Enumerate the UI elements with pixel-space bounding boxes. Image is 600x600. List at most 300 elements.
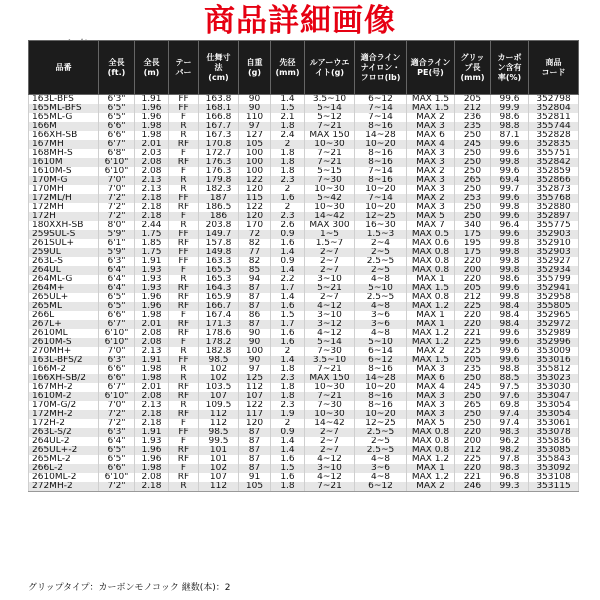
spec-cell: 1.8 [271,167,305,176]
spec-cell: 1.91 [135,257,169,266]
spec-cell: 4~8 [355,473,407,482]
spec-cell: 10~20 [355,410,407,419]
spec-cell: 1.85 [135,239,169,248]
spec-cell: 171.3 [199,320,239,329]
spec-cell: 353054 [529,410,579,419]
table-row [29,239,579,248]
spec-cell: 6'3" [99,95,135,105]
spec-cell: 2.13 [135,401,169,410]
model-number-cell: 264UL-2 [29,437,99,446]
spec-cell: 82 [239,239,271,248]
spec-cell: 176.3 [199,158,239,167]
model-number-cell: 170M-G/2 [29,401,99,410]
spec-cell: 98.4 [491,311,529,320]
spec-cell: 245 [455,140,491,149]
spec-cell: 353108 [529,473,579,482]
spec-cell: 2.18 [135,419,169,428]
spec-cell: 85 [239,266,271,275]
table-row [29,221,579,230]
spec-cell: 250 [455,203,491,212]
spec-cell: 99.8 [491,257,529,266]
spec-cell: 6~12 [355,482,407,492]
spec-cell: 105 [239,482,271,492]
column-header: ルアーウエ イト(g) [305,41,355,95]
spec-cell: RF [169,392,199,401]
spec-cell: 166.7 [199,302,239,311]
table-row [29,149,579,158]
spec-cell: 1.93 [135,275,169,284]
spec-cell: 3~6 [355,311,407,320]
spec-cell: R [169,221,199,230]
spec-cell: 10~30 [305,383,355,392]
column-header: 全長 (ft.) [99,41,135,95]
spec-cell: 1.96 [135,302,169,311]
spec-cell: 77 [239,248,271,257]
table-body [29,95,579,492]
spec-cell: 6~12 [355,95,407,105]
spec-cell: 0.9 [271,257,305,266]
spec-cell: RF [169,446,199,455]
spec-cell: 175 [455,230,491,239]
table-row [29,194,579,203]
model-number-cell: 165ML-BFS [29,104,99,113]
spec-cell: 212 [455,446,491,455]
spec-cell: 4~8 [355,455,407,464]
spec-cell: 2.13 [135,347,169,356]
spec-cell: 115 [239,194,271,203]
spec-cell: 5~10 [355,338,407,347]
spec-cell: MAX 1.5 [407,356,455,365]
spec-cell: 1.4 [271,437,305,446]
spec-cell: 120 [239,185,271,194]
spec-cell: 14~42 [305,212,355,221]
spec-cell: 2~7 [305,446,355,455]
spec-cell: 212 [455,104,491,113]
model-number-cell: 272MH-2 [29,482,99,492]
spec-cell: 2 [271,419,305,428]
spec-cell: 2.3 [271,401,305,410]
spec-cell: 250 [455,149,491,158]
spec-cell: 1.7 [271,320,305,329]
spec-cell: 2.18 [135,194,169,203]
spec-cell: 7~30 [305,347,355,356]
spec-cell: 2.1 [271,113,305,122]
spec-cell: 1.4 [271,248,305,257]
spec-cell: 10~30 [305,203,355,212]
spec-cell: 10~30 [305,185,355,194]
spec-cell: 353054 [529,401,579,410]
spec-cell: 220 [455,428,491,437]
spec-cell: 3~10 [305,275,355,284]
spec-cell: 2.18 [135,482,169,492]
column-header: 全長 (m) [135,41,169,95]
spec-cell: 1.8 [271,383,305,392]
column-header: テー パー [169,41,199,95]
spec-cell: 6'10" [99,473,135,482]
spec-cell: 16~30 [355,221,407,230]
spec-cell: 112 [239,383,271,392]
spec-cell: 0.9 [271,230,305,239]
spec-cell: MAX 0.5 [407,230,455,239]
spec-cell: 250 [455,410,491,419]
spec-cell: R [169,482,199,492]
spec-cell: 4~12 [305,455,355,464]
spec-cell: 98.6 [491,113,529,122]
spec-cell: 87 [239,446,271,455]
spec-cell: 99.8 [491,203,529,212]
spec-cell: 1.75 [135,230,169,239]
spec-cell: 2.08 [135,167,169,176]
spec-cell: 352989 [529,329,579,338]
spec-cell: 353009 [529,347,579,356]
table-row [29,392,579,401]
spec-cell: 250 [455,131,491,140]
spec-cell: 97.4 [491,410,529,419]
spec-cell: 250 [455,374,491,383]
spec-cell: 2 [271,185,305,194]
spec-cell: 2.3 [271,176,305,185]
spec-cell: 87 [239,437,271,446]
spec-cell: 1.4 [271,293,305,302]
table-row [29,347,579,356]
model-number-cell: 172MH-2 [29,410,99,419]
spec-cell: 6'6" [99,464,135,473]
spec-cell: 6'7" [99,140,135,149]
spec-cell: 2 [271,347,305,356]
spec-cell: 127 [239,131,271,140]
spec-cell: 4~12 [305,329,355,338]
spec-cell: 6'6" [99,374,135,383]
spec-cell: 225 [455,455,491,464]
spec-cell: 352859 [529,167,579,176]
spec-cell: 99.6 [491,167,529,176]
model-number-cell: 163L-BFS [29,95,99,105]
table-row [29,131,579,140]
spec-cell: 355836 [529,437,579,446]
spec-cell: 1.5~3 [355,230,407,239]
spec-cell: 157.8 [199,239,239,248]
spec-cell: 2.08 [135,473,169,482]
spec-cell: 1.75 [135,248,169,257]
spec-cell: 352873 [529,185,579,194]
spec-cell: 1.98 [135,464,169,473]
spec-cell: 1.93 [135,266,169,275]
spec-cell: 110 [239,113,271,122]
spec-cell: 98.6 [491,275,529,284]
spec-cell: 96.8 [491,473,529,482]
spec-cell: 109.5 [199,401,239,410]
spec-cell: 353092 [529,464,579,473]
spec-cell: 6'8" [99,149,135,158]
spec-cell: 265 [455,401,491,410]
spec-cell: 352934 [529,266,579,275]
spec-cell: 97.6 [491,392,529,401]
spec-cell: 100 [239,167,271,176]
spec-cell: 168.1 [199,104,239,113]
spec-cell: 107 [199,473,239,482]
model-number-cell: 267L+ [29,320,99,329]
spec-cell: 10~30 [305,410,355,419]
table-row [29,266,579,275]
spec-cell: 7~14 [355,167,407,176]
spec-cell: 2.08 [135,338,169,347]
spec-cell: 3.5~10 [305,95,355,105]
spec-cell: 1.98 [135,122,169,131]
spec-cell: 2.5~5 [355,428,407,437]
spec-cell: 122 [239,203,271,212]
spec-cell: 3~10 [305,311,355,320]
spec-cell: 69.4 [491,176,529,185]
spec-cell: 353030 [529,383,579,392]
table-header-row [29,41,579,95]
spec-cell: 2.5~5 [355,446,407,455]
spec-cell: 7'0" [99,347,135,356]
spec-cell: 8~16 [355,176,407,185]
spec-cell: 8~16 [355,158,407,167]
spec-cell: 6'5" [99,302,135,311]
spec-cell: 355744 [529,122,579,131]
spec-cell: MAX 3 [407,158,455,167]
table-row [29,401,579,410]
spec-cell: 6'5" [99,455,135,464]
spec-cell: 6'10" [99,167,135,176]
spec-cell: 90 [239,104,271,113]
spec-cell: 165.9 [199,293,239,302]
spec-cell: 4~12 [305,473,355,482]
spec-cell: 200 [455,437,491,446]
spec-cell: MAX 1.5 [407,284,455,293]
table-row [29,122,579,131]
spec-cell: 3~10 [305,464,355,473]
spec-cell: 175 [455,248,491,257]
page-banner-title: 商品詳細画像 [204,3,396,39]
spec-cell: 7'2" [99,194,135,203]
spec-cell: 1.6 [271,239,305,248]
spec-cell: 6'3" [99,356,135,365]
spec-cell: 91 [239,473,271,482]
spec-cell: 1.6 [271,338,305,347]
spec-cell: 7'2" [99,203,135,212]
spec-cell: MAX 3 [407,392,455,401]
spec-cell: MAX 2 [407,347,455,356]
spec-cell: 186 [199,212,239,221]
spec-cell: MAX 7 [407,221,455,230]
spec-cell: 2~5 [355,437,407,446]
spec-cell: 101 [199,446,239,455]
spec-cell: 220 [455,464,491,473]
table-row [29,428,579,437]
spec-cell: 2.08 [135,392,169,401]
spec-cell: 98.4 [491,302,529,311]
spec-cell: 98.8 [491,365,529,374]
spec-cell: MAX 1.2 [407,329,455,338]
column-header: 商品 コード [529,41,579,95]
spec-cell: 2 [271,203,305,212]
spec-cell: 1.8 [271,392,305,401]
spec-cell: 221 [455,329,491,338]
spec-cell: 1~5 [305,230,355,239]
spec-cell: MAX 5 [407,212,455,221]
spec-cell: RF [169,203,199,212]
spec-cell: MAX 2 [407,113,455,122]
spec-cell: 352897 [529,212,579,221]
spec-cell: 103.5 [199,383,239,392]
footer-note: グリップタイプ：カーボンモノコック 継数(本)：2 [28,583,231,593]
model-number-cell: 263L-S [29,257,99,266]
spec-cell: MAX 4 [407,140,455,149]
spec-cell: 88.5 [491,374,529,383]
spec-cell: 99.6 [491,149,529,158]
spec-cell: 10~20 [355,383,407,392]
spec-cell: 235 [455,122,491,131]
table-row [29,338,579,347]
spec-cell: 225 [455,347,491,356]
spec-cell: 0.9 [271,428,305,437]
spec-cell: 352828 [529,131,579,140]
spec-cell: 100 [239,149,271,158]
spec-cell: 225 [455,302,491,311]
spec-cell: 1.93 [135,284,169,293]
spec-cell: 90 [239,338,271,347]
spec-cell: 105 [239,140,271,149]
spec-cell: 1.6 [271,473,305,482]
spec-cell: 355799 [529,275,579,284]
table-row [29,275,579,284]
spec-cell: 253 [455,194,491,203]
table-row [29,320,579,329]
spec-cell: F [169,338,199,347]
spec-cell: 6'4" [99,266,135,275]
spec-cell: 120 [239,419,271,428]
table-row [29,437,579,446]
column-header: 適合ライン ナイロン・ フロロ(lb) [355,41,407,95]
spec-cell: 87.1 [491,131,529,140]
table-row [29,482,579,492]
spec-table [28,40,579,492]
spec-cell: MAX 1 [407,464,455,473]
spec-cell: 10~20 [355,203,407,212]
spec-cell: 99.8 [491,248,529,257]
spec-cell: MAX 2 [407,482,455,492]
spec-cell: 6'6" [99,131,135,140]
spec-cell: 7'0" [99,185,135,194]
spec-cell: 2~5 [355,266,407,275]
spec-cell: 7~21 [305,365,355,374]
model-number-cell: 266L [29,311,99,320]
spec-cell: 14~28 [355,131,407,140]
table-row [29,104,579,113]
spec-cell: RF [169,302,199,311]
spec-cell: 1.8 [271,158,305,167]
table-row [29,167,579,176]
spec-cell: 97 [239,122,271,131]
model-number-cell: 264ML-G [29,275,99,284]
spec-cell: 246 [455,482,491,492]
spec-cell: R [169,401,199,410]
spec-cell: 2.08 [135,158,169,167]
spec-cell: 99.5 [199,437,239,446]
spec-cell: 6'3" [99,428,135,437]
spec-cell: RF [169,293,199,302]
spec-cell: 98.5 [199,428,239,437]
spec-cell: 6'6" [99,365,135,374]
spec-cell: 6~14 [355,347,407,356]
table-row [29,248,579,257]
model-number-cell: 165ML-G [29,113,99,122]
spec-cell: 102 [199,365,239,374]
spec-cell: 352798 [529,95,579,105]
spec-cell: 99.8 [491,293,529,302]
spec-cell: 1.96 [135,446,169,455]
spec-cell: 352972 [529,320,579,329]
spec-cell: 2.03 [135,149,169,158]
spec-cell: MAX 0.8 [407,257,455,266]
spec-cell: 250 [455,158,491,167]
spec-cell: 1.5 [271,104,305,113]
model-number-cell: 259SUL-S [29,230,99,239]
spec-cell: 5'9" [99,230,135,239]
spec-cell: 355812 [529,365,579,374]
spec-cell: RF [169,320,199,329]
spec-cell: 352996 [529,338,579,347]
column-header: 先径 (mm) [271,41,305,95]
spec-cell: 90 [239,329,271,338]
spec-cell: 3.5~10 [305,356,355,365]
spec-cell: 182.8 [199,347,239,356]
model-number-cell: 264M+ [29,284,99,293]
spec-cell: 1.98 [135,311,169,320]
spec-cell: RF [169,473,199,482]
spec-cell: 6'1" [99,239,135,248]
spec-cell: 101 [199,455,239,464]
spec-cell: 2.6 [271,221,305,230]
spec-cell: 149.8 [199,248,239,257]
spec-cell: 7'0" [99,176,135,185]
model-number-cell: 270MH+ [29,347,99,356]
spec-cell: 178.6 [199,329,239,338]
spec-cell: 220 [455,311,491,320]
spec-cell: 2.01 [135,383,169,392]
spec-cell: 5~42 [305,194,355,203]
spec-cell: 7~14 [355,113,407,122]
table-row [29,185,579,194]
spec-cell: 96.2 [491,437,529,446]
spec-cell: MAX 6 [407,131,455,140]
table-row [29,302,579,311]
spec-cell: 250 [455,167,491,176]
spec-cell: 167.4 [199,311,239,320]
spec-cell: 8~16 [355,149,407,158]
spec-cell: 355805 [529,302,579,311]
spec-cell: 102 [199,374,239,383]
spec-cell: MAX 6 [407,374,455,383]
model-number-cell: 1610M [29,158,99,167]
spec-cell: 352958 [529,293,579,302]
spec-cell: MAX 3 [407,176,455,185]
spec-cell: 98.8 [491,122,529,131]
model-number-cell: 180XXH-SB [29,221,99,230]
model-number-cell: 172MH [29,203,99,212]
spec-cell: 353078 [529,428,579,437]
spec-cell: 97.8 [491,455,529,464]
spec-cell: 1.5 [271,311,305,320]
spec-cell: 182.3 [199,185,239,194]
spec-cell: 10~30 [305,140,355,149]
spec-cell: MAX 3 [407,203,455,212]
spec-cell: 352910 [529,239,579,248]
table-row [29,374,579,383]
table-row [29,158,579,167]
